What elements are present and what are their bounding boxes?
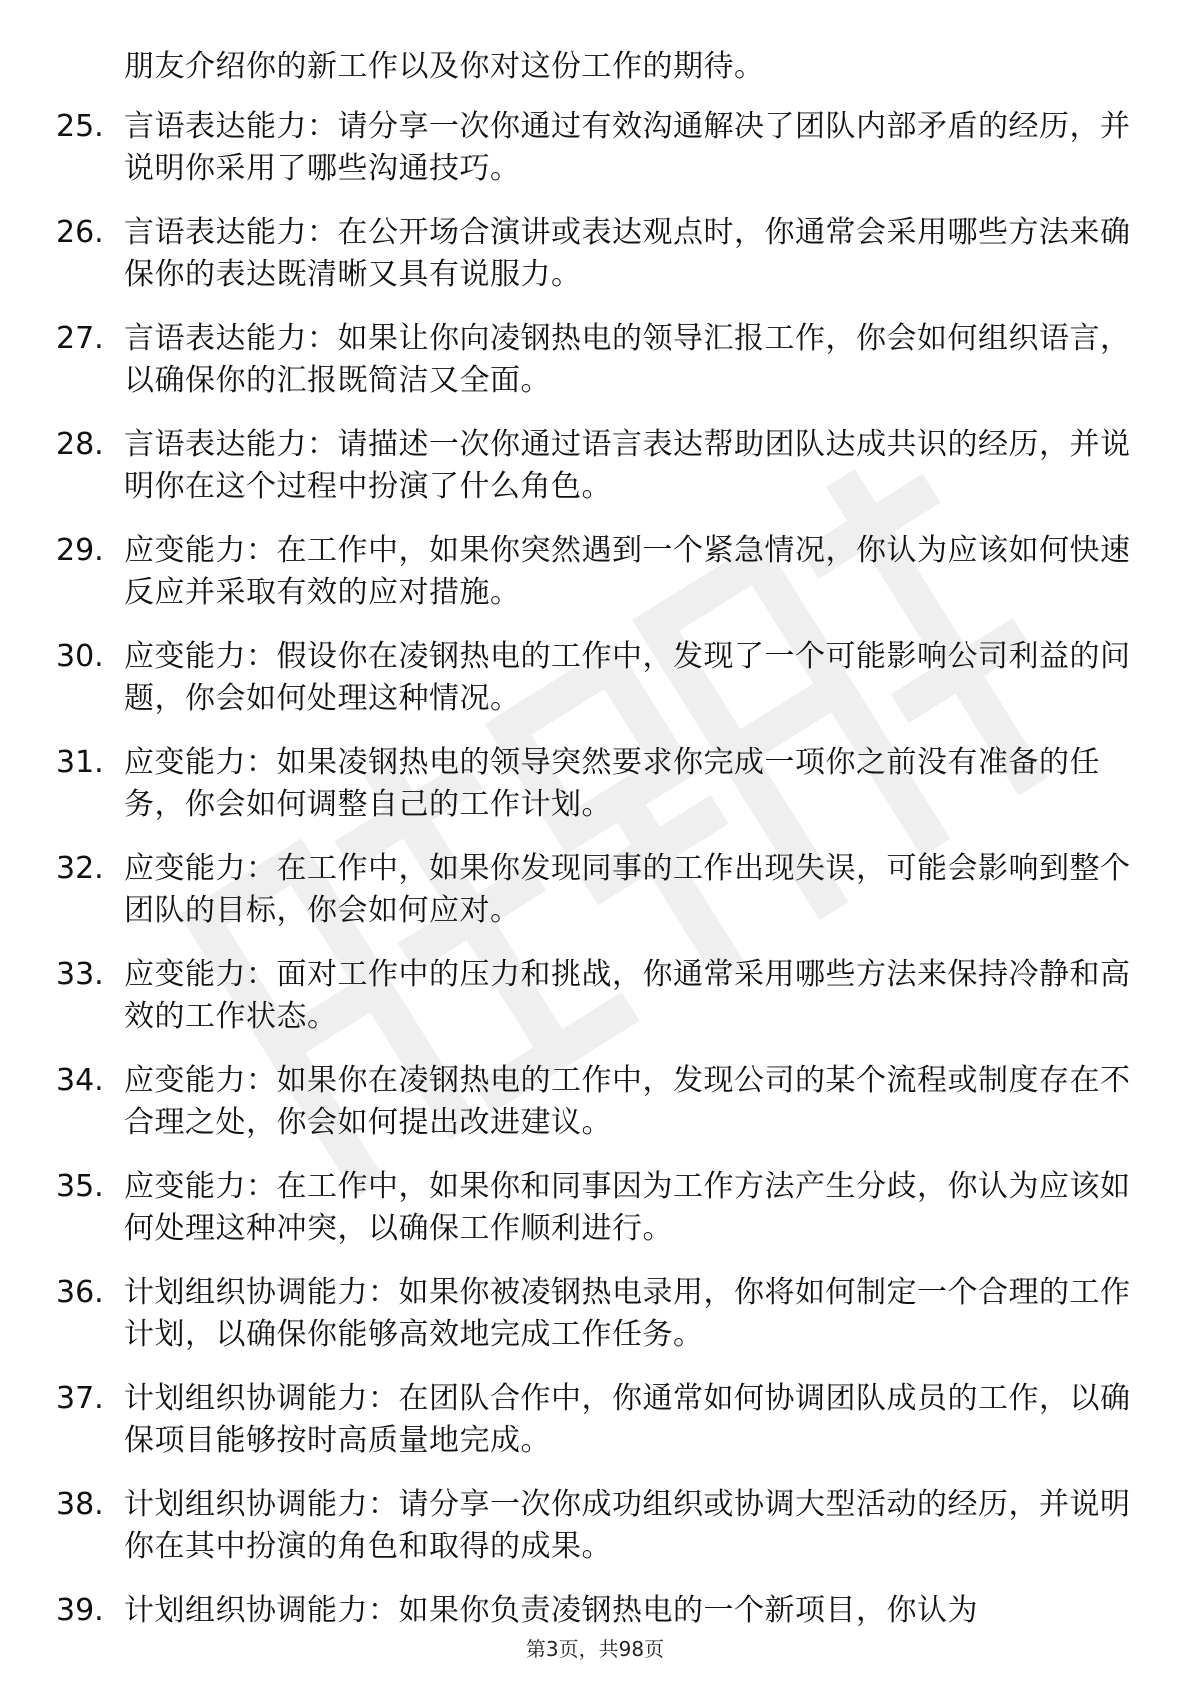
question-number: 38. [56, 1487, 104, 1522]
list-item [56, 742, 1136, 826]
list-item [56, 1060, 1136, 1144]
question-text: 应变能力：面对工作中的压力和挑战，你通常采用哪些方法来保持冷静和高效的工作状态。 [124, 957, 1131, 1034]
question-number: 31. [56, 745, 104, 780]
question-text: 计划组织协调能力：如果你负责凌钢热电的一个新项目，你认为 [124, 1593, 978, 1628]
list-item [56, 636, 1136, 720]
list-item [56, 212, 1136, 296]
list-item [56, 1378, 1136, 1462]
list-item [56, 530, 1136, 614]
list-item [56, 1272, 1136, 1356]
list-item [56, 106, 1136, 190]
list-item [56, 1590, 1136, 1632]
question-number: 33. [56, 957, 104, 992]
question-number: 37. [56, 1381, 104, 1416]
list-item [56, 848, 1136, 932]
question-text: 应变能力：在工作中，如果你发现同事的工作出现失误，可能会影响到整个团队的目标，你会如何应对。 [124, 851, 1131, 928]
question-number: 32. [56, 851, 104, 886]
list-item [56, 1166, 1136, 1250]
list-item [56, 1484, 1136, 1568]
question-number: 26. [56, 215, 104, 250]
question-text: 应变能力：在工作中，如果你突然遇到一个紧急情况，你认为应该如何快速反应并采取有效的应对措施。 [124, 533, 1131, 610]
question-number: 29. [56, 533, 104, 568]
question-number: 30. [56, 639, 104, 674]
question-text: 言语表达能力：请描述一次你通过语言表达帮助团队达成共识的经历，并说明你在这个过程中扮演了什么角色。 [124, 427, 1131, 504]
question-text: 计划组织协调能力：在团队合作中，你通常如何协调团队成员的工作，以确保项目能够按时高质量地完成。 [124, 1381, 1131, 1458]
question-text: 应变能力：如果凌钢热电的领导突然要求你完成一项你之前没有准备的任务，你会如何调整自己的工作计划。 [124, 745, 1100, 822]
list-item [56, 318, 1136, 402]
list-item [56, 954, 1136, 1038]
question-number: 28. [56, 427, 104, 462]
question-list [56, 46, 1136, 1654]
question-text: 应变能力：在工作中，如果你和同事因为工作方法产生分歧，你认为应该如何处理这种冲突，以确保工作顺利进行。 [124, 1169, 1131, 1246]
question-text: 言语表达能力：如果让你向凌钢热电的领导汇报工作，你会如何组织语言，以确保你的汇报既简洁又全面。 [124, 321, 1131, 398]
question-number: 34. [56, 1063, 104, 1098]
question-number: 25. [56, 109, 104, 144]
question-text: 言语表达能力：在公开场合演讲或表达观点时，你通常会采用哪些方法来确保你的表达既清晰又具有说服力。 [124, 215, 1131, 292]
page-number-label: 第3页，共98页 [525, 1637, 665, 1661]
question-number: 27. [56, 321, 104, 356]
continuation-text: 朋友介绍你的新工作以及你对这份工作的期待。 [124, 49, 765, 84]
page-footer [0, 1636, 1190, 1662]
list-item [56, 424, 1136, 508]
question-number: 35. [56, 1169, 104, 1204]
question-number: 39. [56, 1593, 104, 1628]
question-text: 计划组织协调能力：如果你被凌钢热电录用，你将如何制定一个合理的工作计划，以确保你能够高效地完成工作任务。 [124, 1275, 1131, 1352]
question-text: 应变能力：如果你在凌钢热电的工作中，发现公司的某个流程或制度存在不合理之处，你会如何提出改进建议。 [124, 1063, 1131, 1140]
question-text: 言语表达能力：请分享一次你通过有效沟通解决了团队内部矛盾的经历，并说明你采用了哪些沟通技巧。 [124, 109, 1131, 186]
question-number: 36. [56, 1275, 104, 1310]
question-text: 计划组织协调能力：请分享一次你成功组织或协调大型活动的经历，并说明你在其中扮演的角色和取得的成果。 [124, 1487, 1131, 1564]
question-text: 应变能力：假设你在凌钢热电的工作中，发现了一个可能影响公司利益的问题，你会如何处理这种情况。 [124, 639, 1131, 716]
